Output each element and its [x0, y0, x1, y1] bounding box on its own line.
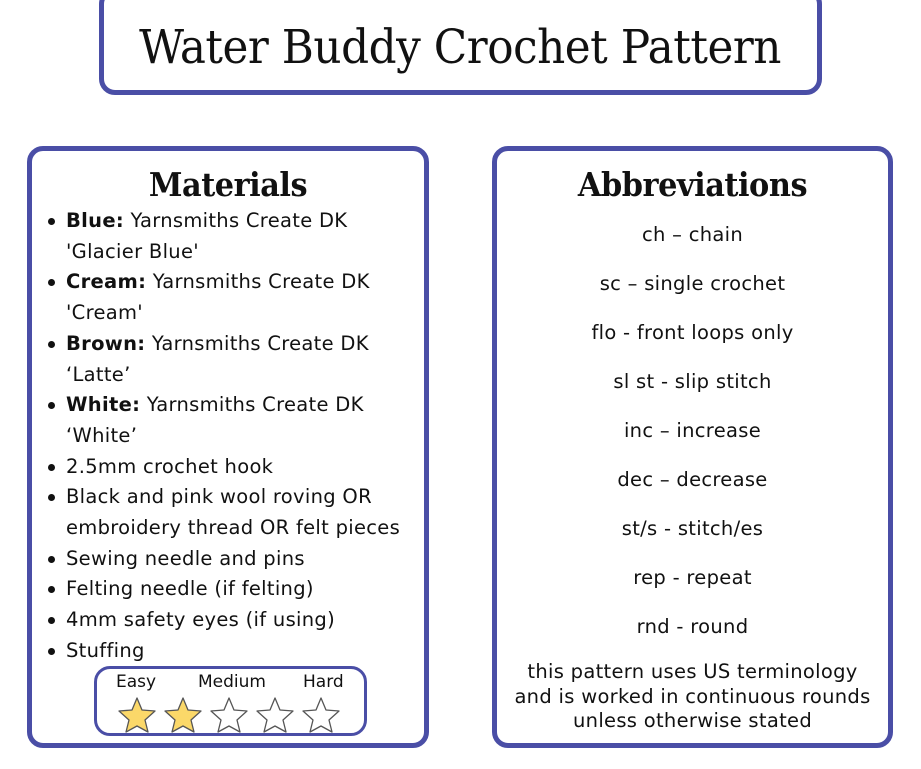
abbreviations-heading: Abbreviations — [577, 165, 808, 204]
abbreviations-list — [497, 210, 888, 651]
abbreviation-item: ch – chain — [641, 223, 744, 246]
material-item — [44, 206, 424, 237]
difficulty-stars — [117, 696, 341, 734]
note-line: this pattern uses US terminology — [527, 660, 858, 683]
material-item — [44, 605, 424, 636]
material-text: Yarnsmiths Create DK — [140, 393, 364, 417]
material-color-label: Cream: — [66, 270, 147, 294]
star-filled-icon — [117, 696, 157, 734]
abbreviation-item: sl st - slip stitch — [613, 370, 772, 393]
material-item — [44, 452, 424, 483]
star-empty-icon — [209, 696, 249, 734]
abbreviation-item: st/s - stitch/es — [621, 517, 764, 540]
materials-card — [27, 146, 429, 748]
material-item — [44, 636, 424, 667]
material-item-continued — [44, 513, 424, 544]
material-text: Yarnsmiths Create DK — [146, 270, 370, 294]
abbreviation-item: flo - front loops only — [591, 321, 794, 344]
material-text: 4mm safety eyes (if using) — [66, 608, 336, 632]
material-item-continued — [44, 237, 424, 268]
material-text: embroidery thread OR felt pieces — [66, 516, 401, 540]
difficulty-hard-label: Hard — [303, 672, 344, 692]
difficulty-rating — [94, 666, 367, 736]
material-item-continued — [44, 421, 424, 452]
material-item — [44, 544, 424, 575]
terminology-note — [497, 660, 888, 734]
material-text: Felting needle (if felting) — [66, 577, 314, 601]
materials-heading: Materials — [148, 165, 308, 204]
material-item — [44, 267, 424, 298]
abbreviations-card — [492, 146, 893, 748]
material-color-label: White: — [66, 393, 141, 417]
material-text: Sewing needle and pins — [66, 546, 305, 570]
abbreviation-item: dec – decrease — [617, 468, 768, 491]
material-item-continued — [44, 298, 424, 329]
material-item — [44, 390, 424, 421]
page-title: Water Buddy Crochet Pattern — [139, 20, 782, 75]
material-text: 'Glacier Blue' — [66, 239, 199, 263]
material-color-label: Brown: — [66, 331, 146, 355]
star-filled-icon — [163, 696, 203, 734]
material-item — [44, 482, 424, 513]
abbreviation-item: sc – single crochet — [599, 272, 786, 295]
material-text: ‘White’ — [66, 423, 138, 447]
material-color-label: Blue: — [66, 209, 124, 232]
difficulty-medium-label: Medium — [198, 672, 266, 692]
star-empty-icon — [301, 696, 341, 734]
note-line: unless otherwise stated — [573, 709, 812, 732]
title-banner — [99, 0, 822, 95]
material-text: 2.5mm crochet hook — [66, 454, 274, 478]
material-text: 'Cream' — [66, 301, 143, 325]
note-line: and is worked in continuous rounds — [514, 684, 871, 708]
material-item-continued — [44, 360, 424, 391]
abbreviation-item: rep - repeat — [633, 566, 752, 589]
difficulty-easy-label: Easy — [116, 672, 157, 692]
star-empty-icon — [255, 696, 295, 734]
material-text: Yarnsmiths Create DK — [123, 209, 348, 232]
abbreviation-item: rnd - round — [636, 615, 749, 638]
abbreviation-item: inc – increase — [623, 419, 762, 442]
material-text: Yarnsmiths Create DK — [145, 331, 369, 355]
material-item — [44, 329, 424, 360]
material-item — [44, 574, 424, 605]
material-text: ‘Latte’ — [66, 362, 131, 386]
material-text: Stuffing — [66, 638, 145, 662]
material-text: Black and pink wool roving OR — [66, 485, 372, 509]
materials-list — [32, 206, 424, 667]
